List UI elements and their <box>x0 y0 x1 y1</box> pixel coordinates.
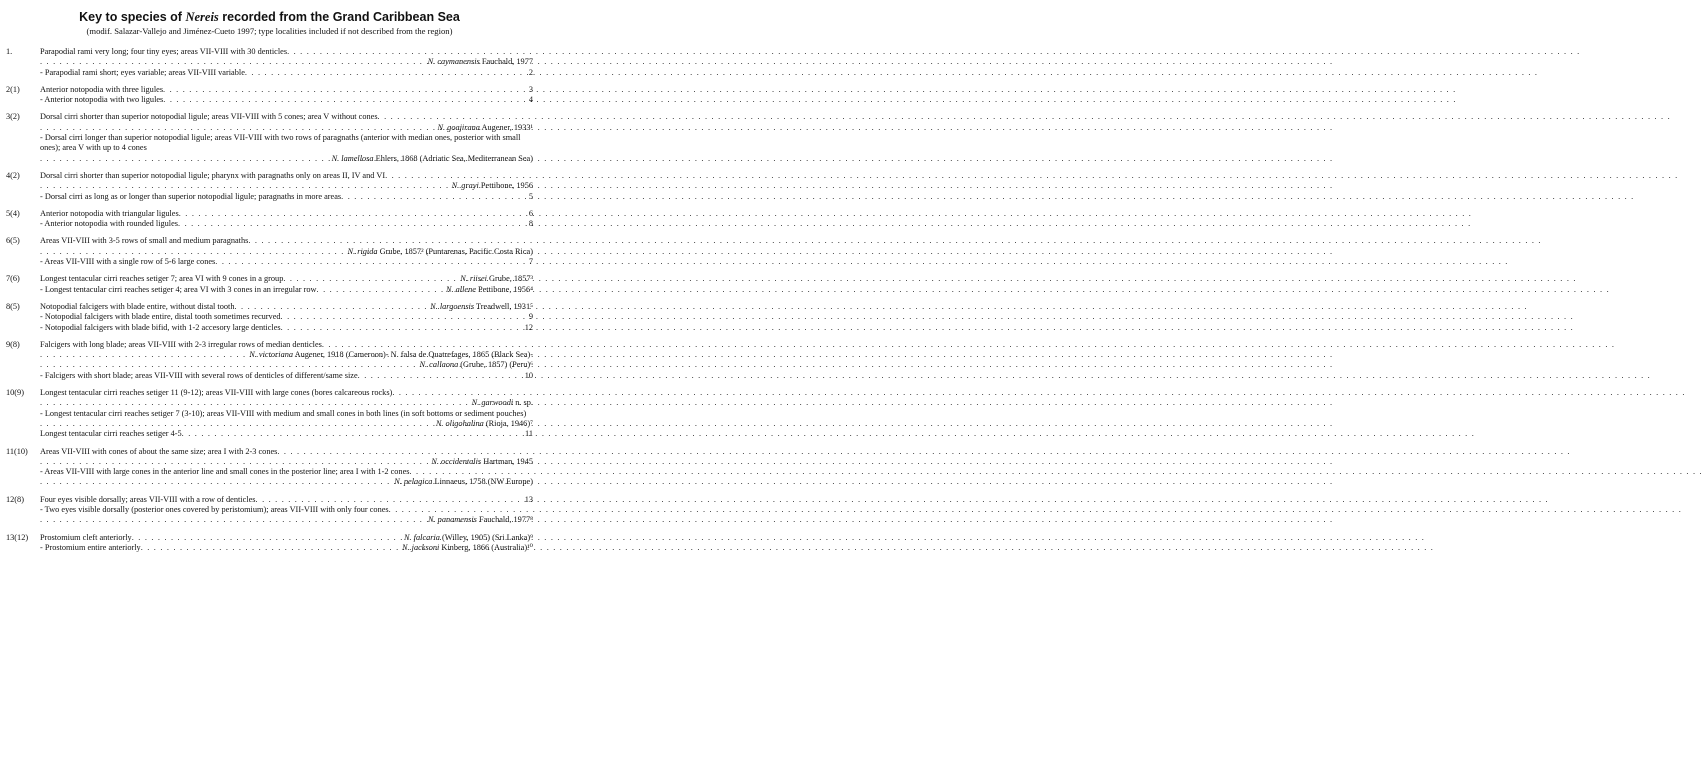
dot-leader <box>40 57 426 67</box>
key-line <box>6 68 533 78</box>
key-line <box>6 543 533 553</box>
dot-leader <box>248 236 533 246</box>
key-line-body <box>40 236 533 246</box>
page-subtitle: (modif. Salazar-Vallejo and Jiménez-Cueto 1997; type localities included if not described from the region) <box>86 26 453 36</box>
key-line <box>6 112 533 122</box>
key-line-body <box>40 371 533 381</box>
title-genus: Nereis <box>185 10 219 24</box>
species-authority: Ehlers, 1868 (Adriatic Sea, Mediterranean Sea) <box>373 153 533 163</box>
key-line <box>6 467 533 477</box>
dot-leader <box>40 360 418 370</box>
key-line-text: - Areas VII-VIII with large cones in the anterior line and small cones in the posterior line; area I with 1-2 cones <box>40 467 410 477</box>
key-line <box>6 457 533 467</box>
key-line <box>6 247 533 257</box>
species-name: N. largoensis <box>430 301 475 311</box>
species-authority: Linnaeus, 1758 (NW Europe) <box>432 477 533 487</box>
key-result <box>435 123 533 133</box>
key-result <box>330 154 533 164</box>
key-line <box>6 477 533 487</box>
dot-leader <box>358 371 523 381</box>
dot-leader <box>378 112 533 122</box>
key-line-text: - Dorsal cirri longer than superior notopodial ligule; areas VII-VIII with two rows of paragnaths (anterior with median ones, posterior with small ones); area V with up to 4 cones <box>40 133 521 153</box>
key-result <box>470 398 533 408</box>
key-line-body <box>40 495 533 505</box>
key-line-text: - Falcigers with short blade; areas VII-VIII with several rows of denticles of different/same size <box>40 370 358 380</box>
key-result <box>523 323 533 333</box>
dot-leader <box>40 515 426 525</box>
species-name: N. grayi <box>451 181 479 191</box>
species-name: N. victoriana <box>249 350 294 360</box>
key-line-text: - Anterior notopodia with two ligules <box>40 95 164 105</box>
key-line-text: Prostomium cleft anteriorly <box>40 532 132 542</box>
key-line-body <box>40 68 533 78</box>
next-couplet-ref: 11 <box>525 429 533 439</box>
species-authority: Fauchald, 1977⁸ <box>476 515 533 525</box>
key-line-body <box>40 323 533 333</box>
dot-leader <box>40 419 434 429</box>
key-couplet <box>6 236 533 267</box>
couplet-number: 5(4) <box>6 208 20 218</box>
key-couplet <box>6 447 533 488</box>
next-couplet-ref: 5 <box>528 191 533 201</box>
key-line <box>6 57 533 67</box>
key-line-text: - Anterior notopodia with rounded ligules <box>40 219 179 229</box>
dot-leader <box>281 312 527 322</box>
key-result <box>247 350 533 360</box>
key-line-body <box>40 219 533 229</box>
species-authority: (Willey, 1905) (Sri Lanka)⁹ <box>439 532 533 542</box>
key-couplet <box>6 47 533 78</box>
key-line-body <box>40 192 533 202</box>
species-name: N. falcaria <box>404 532 440 542</box>
key-line <box>6 340 533 350</box>
dot-leader <box>163 95 527 105</box>
key-result <box>429 457 533 467</box>
dot-leader <box>215 257 527 267</box>
next-couplet-ref: 4 <box>528 95 533 105</box>
key-line-text: - Notopodial falcigers with blade entire, distal tooth sometimes recurved <box>40 312 281 322</box>
key-line <box>6 388 533 398</box>
key-result <box>527 312 533 322</box>
species-name: N. rigida <box>347 246 378 256</box>
species-name: N. garwoodi <box>471 398 514 408</box>
couplet-number: 12(8) <box>6 494 24 504</box>
species-authority: Augener, 1918 (Cameroon)- N. falsa de Quatrefages, 1865 (Black Sea)- <box>293 350 533 360</box>
next-couplet-ref: 2 <box>528 67 533 77</box>
key-result <box>527 209 533 219</box>
key-line-text: - Dorsal cirri as long as or longer than superior notopodial ligule; paragnaths in more areas <box>40 191 342 201</box>
couplet-number: 11(10) <box>6 446 28 456</box>
key-line-body <box>40 154 533 164</box>
species-name: N. riisei <box>460 274 487 284</box>
species-authority: Hartman, 1945 <box>481 456 533 466</box>
key-result <box>400 543 533 553</box>
key-line-body <box>40 274 533 284</box>
key-line-body <box>40 257 533 267</box>
key-couplet <box>6 85 533 106</box>
key-result <box>426 515 533 525</box>
key-couplet <box>6 171 533 202</box>
next-couplet-ref: 3 <box>528 84 533 94</box>
key-line-text: Longest tentacular cirri reaches setiger 7; area VI with 9 cones in a group <box>40 274 284 284</box>
key-line-body <box>40 505 533 515</box>
key-line <box>6 312 533 322</box>
dot-leader <box>392 388 533 398</box>
key-line <box>6 85 533 95</box>
key-result <box>418 360 534 370</box>
key-result <box>428 302 533 312</box>
key-line <box>6 323 533 333</box>
key-line-text: Longest tentacular cirri reaches setiger 4-5 <box>40 429 182 439</box>
key-line-body <box>40 477 533 487</box>
key-line-body <box>40 247 533 257</box>
key-line-body <box>40 209 533 219</box>
key-line <box>6 171 533 181</box>
key-line-body <box>40 312 533 322</box>
key-line-text: Four eyes visible dorsally; areas VII-VIII with a row of denticles <box>40 494 256 504</box>
key-line-text: - Two eyes visible dorsally (posterior ones covered by peristomium); areas VII-VIII with only four cones <box>40 504 389 514</box>
dot-leader <box>245 68 527 78</box>
key-line <box>6 495 533 505</box>
species-authority: Kinberg, 1866 (Australia)¹⁰ <box>439 542 533 552</box>
key-line-text: Areas VII-VIII with cones of about the same size; area I with 2-3 cones <box>40 446 278 456</box>
key-line-body <box>40 181 533 191</box>
key-line <box>6 95 533 105</box>
dot-leader <box>182 429 523 439</box>
dot-leader <box>141 543 400 553</box>
key-line <box>6 257 533 267</box>
species-name: N. jacksoni <box>401 542 440 552</box>
next-couplet-ref: 10 <box>524 370 533 380</box>
key-line <box>6 533 533 543</box>
key-line <box>6 192 533 202</box>
key-line <box>6 447 533 457</box>
next-couplet-ref: 12 <box>524 322 533 332</box>
key-couplet <box>6 495 533 526</box>
species-authority: Pettibone, 1956⁴ <box>475 284 533 294</box>
key-couplet <box>6 112 533 163</box>
key-line <box>6 515 533 525</box>
key-line <box>6 236 533 246</box>
key-line-body <box>40 543 533 553</box>
key-line <box>6 133 533 154</box>
key-line-body <box>40 57 533 67</box>
dot-leader <box>322 340 533 350</box>
species-authority: Grube, 1857³ <box>486 274 533 284</box>
key-result <box>434 419 533 429</box>
key-line-body <box>40 467 533 477</box>
key-line <box>6 219 533 229</box>
couplet-number <box>6 409 40 419</box>
key-line-body <box>40 447 533 457</box>
key-line <box>6 419 533 429</box>
key-line-text: Notopodial falcigers with blade entire, without distal tooth <box>40 301 235 311</box>
dot-leader <box>40 247 346 257</box>
key-line-body <box>40 429 533 439</box>
couplet-number: 6(5) <box>6 236 20 246</box>
species-name: N. oligohalina <box>435 418 484 428</box>
dot-leader <box>40 123 435 133</box>
key-line <box>6 285 533 295</box>
key-couplet <box>6 388 533 439</box>
couplet-number: 10(9) <box>6 388 24 398</box>
species-authority: Augener, 1933¹ <box>479 122 533 132</box>
key-result <box>346 247 533 257</box>
couplet-number: 9(8) <box>6 339 20 349</box>
key-line-body <box>40 285 533 295</box>
key-result <box>523 495 533 505</box>
key-result <box>523 429 533 439</box>
key-result <box>527 68 533 78</box>
key-line-text: Areas VII-VIII with 3-5 rows of small and medium paragnaths <box>40 236 249 246</box>
dot-leader <box>40 457 429 467</box>
key-line <box>6 350 533 360</box>
key-line-text: - Parapodial rami short; eyes variable; areas VII-VIII variable <box>40 67 245 77</box>
key-line-body <box>40 419 533 429</box>
couplet-number: 7(6) <box>6 274 20 284</box>
key-line-text: Dorsal cirri shorter than superior notopodial ligule; pharynx with paragnaths only on areas II, IV and VI <box>40 170 386 180</box>
dot-leader <box>287 47 533 57</box>
key-couplet <box>6 209 533 230</box>
key-line-text: - Areas VII-VIII with a single row of 5-6 large cones <box>40 257 216 267</box>
dot-leader <box>281 323 523 333</box>
dot-leader <box>40 477 392 487</box>
key-couplet <box>6 340 533 381</box>
dot-leader <box>179 209 527 219</box>
key-line-body <box>40 95 533 105</box>
dot-leader <box>341 192 527 202</box>
key-line <box>6 181 533 191</box>
couplet-number: 8(5) <box>6 301 20 311</box>
key-line-text: Anterior notopodia with three ligules <box>40 84 164 94</box>
key-result <box>527 219 533 229</box>
species-name: N. panamensis <box>428 515 477 525</box>
key-line-body <box>40 388 533 398</box>
dot-leader <box>40 154 330 164</box>
dot-leader <box>256 495 523 505</box>
couplet-number: 2(1) <box>6 84 20 94</box>
dot-leader <box>389 505 533 515</box>
next-couplet-ref: 6 <box>528 208 533 218</box>
key-line <box>6 302 533 312</box>
key-result <box>523 371 533 381</box>
key-line-body <box>40 47 533 57</box>
species-authority: n. sp. <box>513 398 533 408</box>
species-name: N. callaona <box>419 360 459 370</box>
key-result <box>527 95 533 105</box>
key-result <box>402 533 533 543</box>
species-authority: Treadwell, 1931⁵ <box>474 301 533 311</box>
key-line <box>6 429 533 439</box>
dot-leader <box>317 285 444 295</box>
key-line-body <box>40 302 533 312</box>
species-authority: (Rioja, 1946)⁷ <box>483 418 533 428</box>
key-line-body <box>40 85 533 95</box>
key-line-text: - Notopodial falcigers with blade bifid, with 1-2 accesory large denticles <box>40 322 281 332</box>
key-line <box>6 274 533 284</box>
next-couplet-ref: 13 <box>524 494 533 504</box>
key-line <box>6 209 533 219</box>
title-prefix: Key to species of <box>79 10 186 24</box>
key-result <box>426 57 533 67</box>
key-line-body <box>40 123 533 133</box>
species-name: N. goajirana <box>437 122 480 132</box>
species-name: N. lamellosa <box>331 153 374 163</box>
couplet-number: 1. <box>6 47 13 56</box>
key-line-body <box>40 171 533 181</box>
key-line-text: Parapodial rami very long; four tiny eyes; areas VII-VIII with 30 denticles <box>40 47 288 56</box>
key-line-body <box>40 112 533 122</box>
species-authority: (Grube, 1857) (Peru)⁶ <box>458 360 533 370</box>
key-line-text: - Longest tentacular cirri reaches setiger 7 (3-10); areas VII-VIII with medium and small cones in both lines (in soft bottoms or sediment pouches) <box>40 408 527 418</box>
dot-leader <box>132 533 402 543</box>
dot-leader <box>409 467 533 477</box>
key-result <box>458 274 533 284</box>
key-line <box>6 154 533 164</box>
next-couplet-ref: 7 <box>528 257 533 267</box>
species-name: N. caymanensis <box>427 57 480 67</box>
next-couplet-ref: 9 <box>528 312 533 322</box>
key-line-body <box>40 533 533 543</box>
dot-leader <box>283 274 458 284</box>
dot-leader <box>40 181 450 191</box>
key-line-body <box>40 340 533 350</box>
key-result <box>527 192 533 202</box>
key-line <box>6 123 533 133</box>
key-couplet <box>6 533 533 554</box>
key-line <box>6 505 533 515</box>
key-result <box>450 181 533 191</box>
key-line-text: Falcigers with long blade; areas VII-VIII with 2-3 irregular rows of median denticles <box>40 339 322 349</box>
key-couplet <box>6 274 533 295</box>
key-line-text: - Prostomium entire anteriorly <box>40 542 141 552</box>
key-line <box>6 409 533 419</box>
next-couplet-ref: 8 <box>528 219 533 229</box>
key-result <box>392 477 533 487</box>
species-name: N. pelagica <box>394 477 433 487</box>
key-line-text: Longest tentacular cirri reaches setiger 11 (9-12); areas VII-VIII with large cones (bores calcareous rocks) <box>40 388 393 398</box>
species-name: N. occidentalis <box>431 456 482 466</box>
key-line-body <box>40 360 533 370</box>
key-line-body <box>40 350 533 360</box>
key-result <box>527 257 533 267</box>
couplet-number: 4(2) <box>6 170 20 180</box>
key-result <box>444 285 533 295</box>
key-line-body <box>40 515 533 525</box>
species-authority: Pettibone, 1956 <box>478 181 533 191</box>
identification-key <box>6 47 533 553</box>
species-authority: Fauchald, 1977 <box>479 57 533 67</box>
page-title <box>6 10 533 25</box>
species-name: N. allene <box>445 284 476 294</box>
key-line-text: Anterior notopodia with triangular ligules <box>40 208 179 218</box>
dot-leader <box>40 398 470 408</box>
key-line-body <box>40 457 533 467</box>
document-page <box>0 0 541 769</box>
species-authority: Grube, 1857² (Puntarenas, Pacific Costa Rica) <box>377 246 533 256</box>
key-line <box>6 360 533 370</box>
couplet-number: 3(2) <box>6 112 20 122</box>
dot-leader <box>40 350 247 360</box>
key-line <box>6 371 533 381</box>
key-couplet <box>6 302 533 333</box>
dot-leader <box>163 85 527 95</box>
dot-leader <box>385 171 533 181</box>
key-line <box>6 47 533 57</box>
dot-leader <box>178 219 527 229</box>
key-line <box>6 398 533 408</box>
couplet-number <box>6 133 40 154</box>
key-line-text: - Longest tentacular cirri reaches setiger 4; area VI with 3 cones in an irregular row <box>40 284 317 294</box>
dot-leader <box>277 447 533 457</box>
dot-leader <box>234 302 428 312</box>
key-line-text: Dorsal cirri shorter than superior notopodial ligule; areas VII-VIII with 5 cones; area V without cones <box>40 112 378 122</box>
title-suffix: recorded from the Grand Caribbean Sea <box>218 10 460 24</box>
key-result <box>527 85 533 95</box>
key-line-body <box>40 398 533 408</box>
couplet-number: 13(12) <box>6 532 29 542</box>
